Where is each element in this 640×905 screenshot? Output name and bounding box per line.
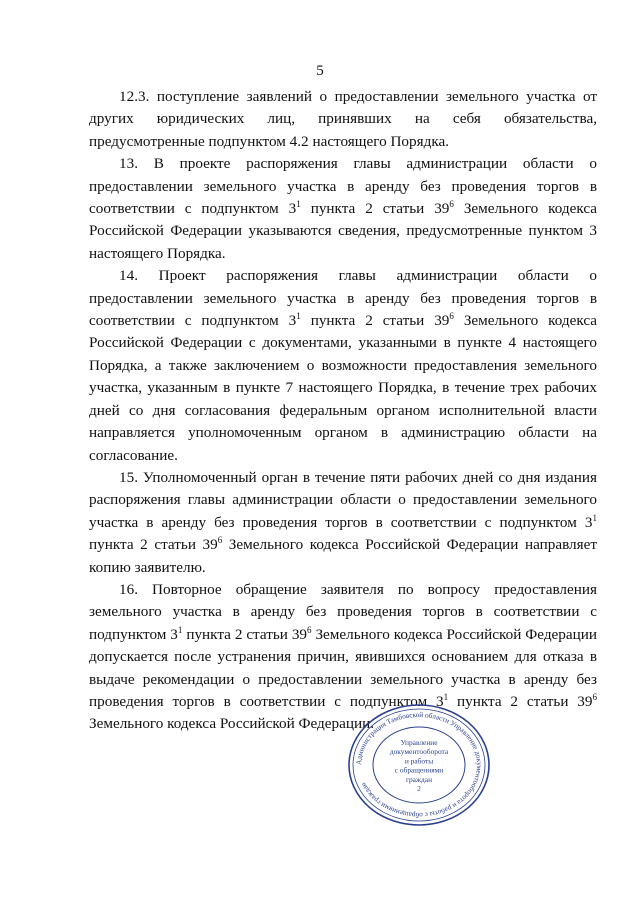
stamp-inner-line: с обращениями xyxy=(394,765,444,775)
paragraph-text: Земельного кодекса Российской Федерации указываются сведения, предусмотренные пунктом 3 настоящего Порядка. xyxy=(89,200,597,262)
paragraph-text: 15. Уполномоченный орган в течение пяти рабочих дней со дня издания распоряжения главы администрации области о предоставлении земельного участка в аренду без проведения торгов в соответствии с подпунктом 3 xyxy=(89,468,597,531)
superscript: 6 xyxy=(449,311,454,322)
stamp-inner-line: и работы xyxy=(404,756,434,766)
stamp-ring-text: Администрация Тамбовской области Управление документооборота и работы с обращениями граждан xyxy=(354,710,484,820)
superscript: 6 xyxy=(307,624,312,635)
paragraph-text: Земельного кодекса Российской Федерации направляет копию заявителю. xyxy=(89,536,597,576)
paragraph-text: пункта 2 статьи 39 xyxy=(300,200,450,218)
stamp-inner-line: Управление xyxy=(400,738,438,747)
superscript: 1 xyxy=(592,512,597,523)
paragraph-p12_3 xyxy=(89,86,597,153)
paragraph-text: Земельного кодекса Российской Федерации. xyxy=(89,715,375,733)
stamp-inner-line: 2 xyxy=(417,784,421,793)
paragraph-text: 14. Проект распоряжения главы администрации области о предоставлении земельного участка в аренду без проведения торгов в соответствии с подпунктом 3 xyxy=(89,267,597,330)
paragraph-text: Земельного кодекса Российской Федерации с документами, указанными в пункте 4 настоящего Порядка, а также заключением о возможности предоставления земельного участка, указанным в пункте 7 настоящего Порядка, в течение трех рабочих дней со дня согласования федеральным органом исполнительной власти направляется уполномоченным органом в администрацию области на согласование. xyxy=(89,312,597,464)
paragraph-text: 12.3. поступление заявлений о предоставлении земельного участка от других юридических лиц, принявших на себя обязательства, предусмотренные подпунктом 4.2 настоящего Порядка. xyxy=(89,88,597,150)
superscript: 1 xyxy=(296,199,301,210)
superscript: 6 xyxy=(592,691,597,702)
paragraph-text: пункта 2 статьи 39 xyxy=(89,536,218,554)
paragraph-text: Земельного кодекса Российской Федерации допускается после устранения причин, явившихся основанием для отказа в выдаче рекомендации о предоставлении земельного участка в аренду без проведения торгов в соответствии с подпунктом 3 xyxy=(89,625,598,710)
page-number: 5 xyxy=(316,63,324,79)
paragraph-text: 13. В проекте распоряжения главы администрации области о предоставлении земельного участка в аренду без проведения торгов в соответствии с подпунктом 3 xyxy=(89,155,597,218)
paragraph-p13 xyxy=(89,153,597,265)
stamp-inner-line: граждан xyxy=(405,774,433,784)
paragraph-text: пункта 2 статьи 39 xyxy=(448,692,593,710)
superscript: 6 xyxy=(217,535,223,546)
superscript: 1 xyxy=(443,691,449,702)
superscript: 6 xyxy=(449,199,454,210)
stamp-inner-line: документооборота xyxy=(389,747,449,757)
paragraph-p14 xyxy=(89,265,597,467)
paragraph-p16 xyxy=(89,579,597,736)
paragraph-text: пункта 2 статьи 39 xyxy=(182,625,308,643)
paragraph-text: 16. Повторное обращение заявителя по вопросу предоставления земельного участка в аренду без проведения торгов в соответствии с подпунктом 3 xyxy=(89,580,597,643)
official-seal-stamp xyxy=(344,700,494,830)
superscript: 1 xyxy=(296,311,301,322)
superscript: 1 xyxy=(177,624,183,635)
document-body xyxy=(89,86,597,736)
paragraph-text: пункта 2 статьи 39 xyxy=(300,312,450,330)
paragraph-p15 xyxy=(89,467,597,579)
